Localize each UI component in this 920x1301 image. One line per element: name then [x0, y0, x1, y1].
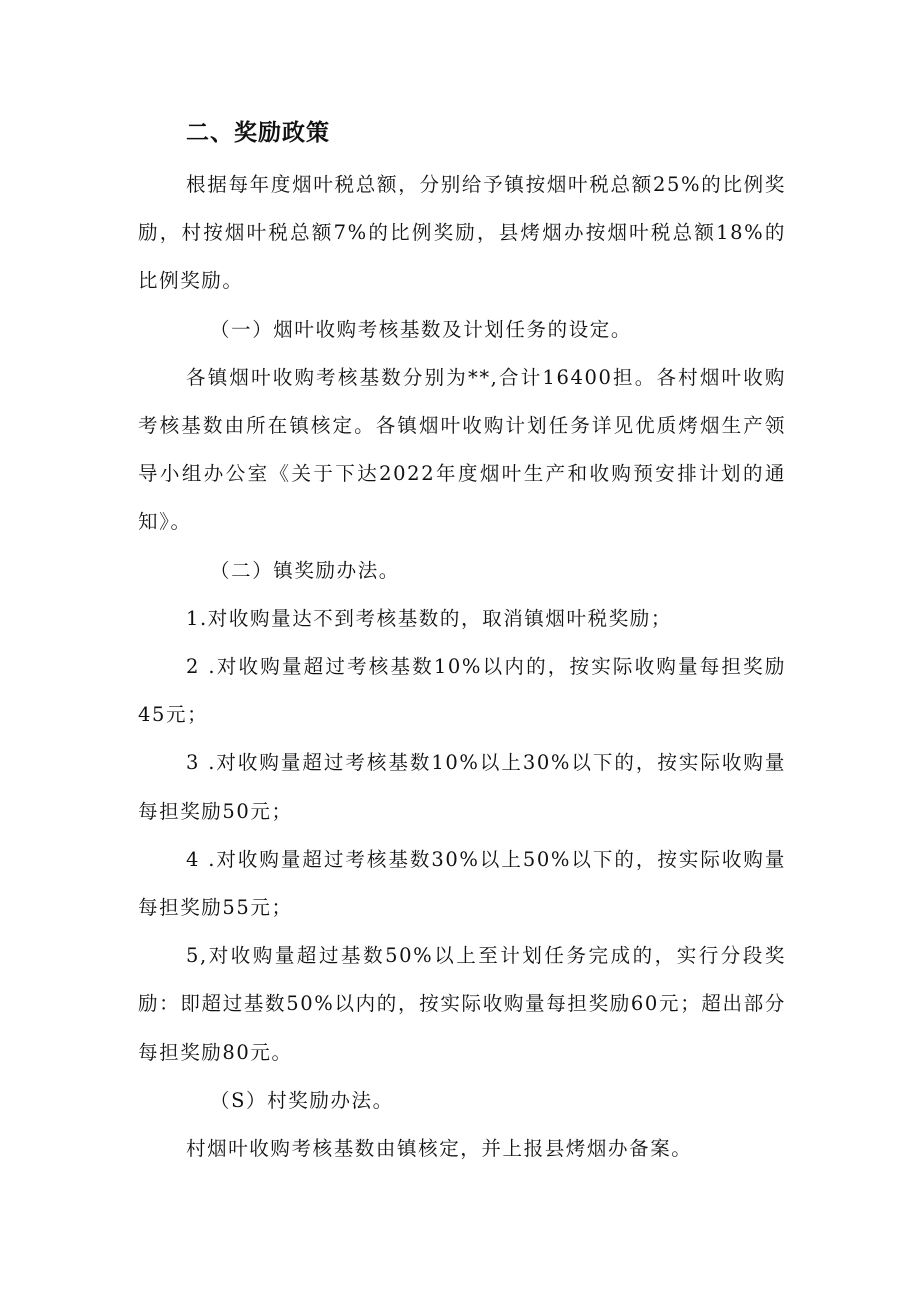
list-item-rule-3: 3 .对收购量超过考核基数10%以上30%以下的，按实际收购量每担奖励50元；	[138, 751, 786, 823]
subheading-village-reward: （S）村奖励办法。	[210, 1088, 394, 1112]
subheading-town-reward: （二）镇奖励办法。	[210, 558, 400, 582]
list-item-rule-2: 2 .对收购量超过考核基数10%以内的，按实际收购量每担奖励45元；	[138, 655, 786, 727]
paragraph-base-numbers: 各镇烟叶收购考核基数分别为**,合计16400担。各村烟叶收购考核基数由所在镇核定。各镇烟叶收购计划任务详见优质烤烟生产领导小组办公室《关于下达2022年度烟叶生产和收购预安排计划的通知》。	[138, 365, 786, 534]
list-item-rule-4: 4 .对收购量超过考核基数30%以上50%以下的，按实际收购量每担奖励55元；	[138, 847, 786, 920]
subheading-base-setting: （一）烟叶收购考核基数及计划任务的设定。	[210, 317, 633, 341]
list-item-rule-5: 5,对收购量超过基数50%以上至计划任务完成的，实行分段奖励：即超过基数50%以内的，按实际收购量每担奖励60元；超出部分每担奖励80元。	[138, 944, 786, 1064]
paragraph-reward-ratio: 根据每年度烟叶税总额，分别给予镇按烟叶税总额25%的比例奖励，村按烟叶税总额7%的比例奖励，县烤烟办按烟叶税总额18%的比例奖励。	[138, 173, 786, 293]
document-body	[138, 113, 786, 1173]
list-item-rule-1: 1.对收购量达不到考核基数的，取消镇烟叶税奖励；	[186, 606, 673, 630]
paragraph-village-base: 村烟叶收购考核基数由镇核定，并上报县烤烟办备案。	[186, 1137, 693, 1161]
section-heading: 二、奖励政策	[186, 120, 330, 146]
